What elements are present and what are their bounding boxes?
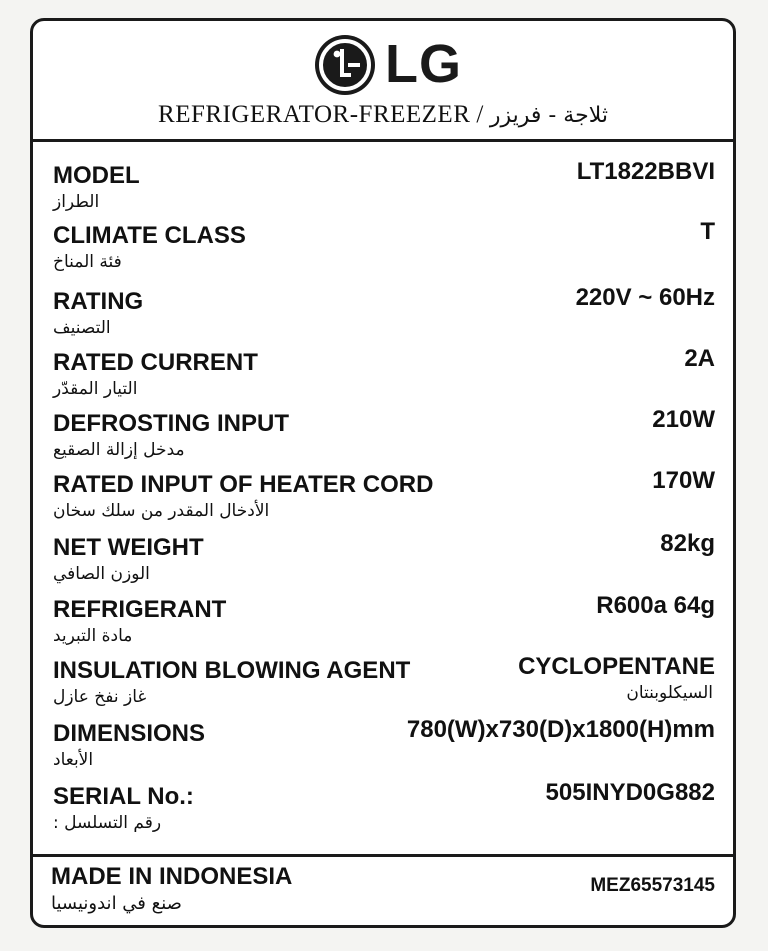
spec-value: 210W [652, 406, 715, 433]
product-type [33, 101, 733, 129]
spec-label: CLIMATE CLASS [53, 222, 246, 249]
spec-label: MODEL [53, 162, 140, 189]
spec-label-ar: التيار المقدّر [53, 379, 138, 399]
label-footer [33, 854, 733, 925]
spec-value: 2A [684, 345, 715, 372]
spec-row-rated-current [33, 345, 733, 411]
spec-value: CYCLOPENTANE [518, 653, 715, 680]
spec-row-rating [33, 284, 733, 350]
spec-row-net-weight [33, 530, 733, 596]
spec-label: REFRIGERANT [53, 596, 227, 623]
spec-label-ar: مادة التبريد [53, 626, 133, 646]
spec-label: RATED INPUT OF HEATER CORD [53, 471, 434, 498]
spec-label: INSULATION BLOWING AGENT [53, 657, 411, 684]
spec-label-ar: مدخل إزالة الصقيع [53, 440, 185, 460]
spec-label: RATED CURRENT [53, 349, 258, 376]
spec-row-serial [33, 779, 733, 845]
spec-row-refrigerant [33, 592, 733, 658]
spec-label: NET WEIGHT [53, 534, 204, 561]
spec-row-blowing-agent [33, 653, 733, 719]
part-code: MEZ65573145 [590, 875, 715, 896]
spec-value-ar: السيكلوبنتان [626, 683, 713, 703]
product-type-separator: / [476, 101, 484, 128]
spec-label-ar: غاز نفخ عازل [53, 687, 147, 707]
spec-row-dimensions [33, 716, 733, 782]
spec-value: 780(W)x730(D)x1800(H)mm [406, 716, 715, 743]
lg-face-icon [315, 35, 375, 95]
spec-label: RATING [53, 288, 144, 315]
lg-logo [315, 35, 475, 95]
spec-label-ar: رقم التسلسل : [53, 813, 162, 833]
spec-value: 82kg [660, 530, 715, 557]
product-type-en: REFRIGERATOR-FREEZER [158, 101, 471, 128]
spec-label-ar: الطراز [53, 192, 100, 212]
spec-value: T [700, 218, 715, 245]
product-type-ar: ثلاجة - فريزر [489, 103, 608, 128]
spec-value: R600a 64g [596, 592, 715, 619]
spec-label-ar: التصنيف [53, 318, 111, 338]
spec-label-ar: فئة المناخ [53, 252, 122, 272]
spec-row-model [33, 158, 733, 224]
spec-label-ar: الأبعاد [53, 750, 94, 770]
spec-list [33, 142, 733, 857]
spec-label-ar: الأدخال المقدر من سلك سخان [53, 501, 270, 521]
origin-text-ar: صنع في اندونيسيا [51, 893, 182, 914]
spec-value: LT1822BBVI [576, 158, 715, 185]
spec-label: DEFROSTING INPUT [53, 410, 290, 437]
spec-label: SERIAL No.: [53, 783, 194, 810]
spec-label-ar: الوزن الصافي [53, 564, 150, 584]
spec-row-heater-cord [33, 467, 733, 533]
spec-value: 170W [652, 467, 715, 494]
spec-row-climate-class [33, 218, 733, 284]
spec-value: 220V ~ 60Hz [575, 284, 715, 311]
origin-text: MADE IN INDONESIA [51, 863, 293, 890]
label-header [33, 21, 733, 142]
spec-value: 505INYD0G882 [545, 779, 715, 806]
spec-row-defrosting-input [33, 406, 733, 472]
brand-name: LG [385, 34, 462, 94]
spec-label: DIMENSIONS [53, 720, 206, 747]
rating-label [30, 18, 736, 928]
